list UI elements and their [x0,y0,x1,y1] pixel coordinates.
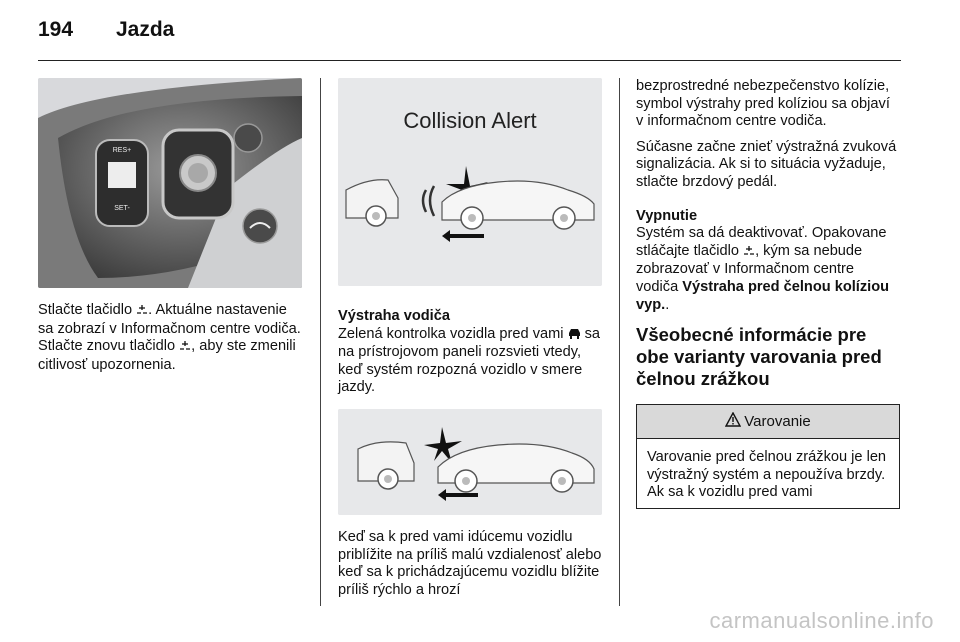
steering-wheel-illustration [38,78,302,288]
column-2 [338,78,602,599]
collision-alert-display-title: Collision Alert [403,108,537,133]
collision-alert-illustration [338,78,602,286]
chapter-title: Jazda [116,18,175,41]
page-number: 194 [38,18,74,41]
paragraph-imminent-collision: bezprostredné nebezpečenstvo kolízie, symbol výstrahy pred kolíziou sa objaví v informačnom centre vodiča. [636,78,890,130]
subhead-driver-warning: Výstraha vodiča [338,308,450,324]
column-3 [636,78,900,509]
header-divider [38,60,901,61]
collision-alert-button-icon [179,339,191,357]
paragraph-green-indicator: Zelená kontrolka vozidla pred vami sa na prístrojovom paneli rozsvieti vtedy, keď systém rozpozná vozidlo v smere jazdy. [338,325,601,396]
column-divider-2 [619,78,620,606]
warning-box [636,404,900,509]
res-label: RES+ [112,147,132,154]
warning-triangle-icon [725,412,741,432]
paragraph-sensitivity: Stlačte tlačidlo . Aktuálne nastavenie sa zobrazí v Informačnom centre vodiča. Stlačte znovu tlačidlo , aby ste zmenili citlivosť upozornenia. [38,302,301,373]
paragraph-deactivation: Systém sa dá deaktivovať. Opakovane stláčajte tlačidlo , kým sa nebude zobrazovať v Informačnom centre vodiča Výstraha pred čelnou kolíziou vyp.. [636,225,890,313]
column-1 [38,78,302,374]
subhead-deactivation: Vypnutie [636,207,698,224]
collision-alert-button-icon [136,303,148,321]
paragraph-acoustic-signal: Súčasne začne znieť výstražná zvuková signalizácia. Ak si to situácia vyžaduje, stlačte brzdový pedál. [636,138,897,190]
warning-header [637,405,899,439]
set-label: SET- [114,205,130,212]
warning-title: Varovanie [744,412,811,430]
column-divider-1 [320,78,321,606]
vehicle-approach-illustration [338,409,602,515]
page-header [38,18,174,48]
paragraph-approach: Keď sa k pred vami idúcemu vozidlu priblížite na príliš malú vzdialenosť alebo keď sa k prichádzajúcemu vozidlu blížite príliš rýchlo a hrozí [338,528,602,598]
warning-body: Varovanie pred čelnou zrážkou je len výstražný systém a nepoužíva brzdy. Ak sa k vozidlu pred vami [647,449,887,501]
collision-alert-button-icon [743,244,755,262]
section-title-general-info: Všeobecné informácie pre obe varianty varovania pred čelnou zrážkou [636,324,882,390]
watermark: carmanualsonline.info [709,608,934,633]
vehicle-ahead-icon [568,327,581,345]
